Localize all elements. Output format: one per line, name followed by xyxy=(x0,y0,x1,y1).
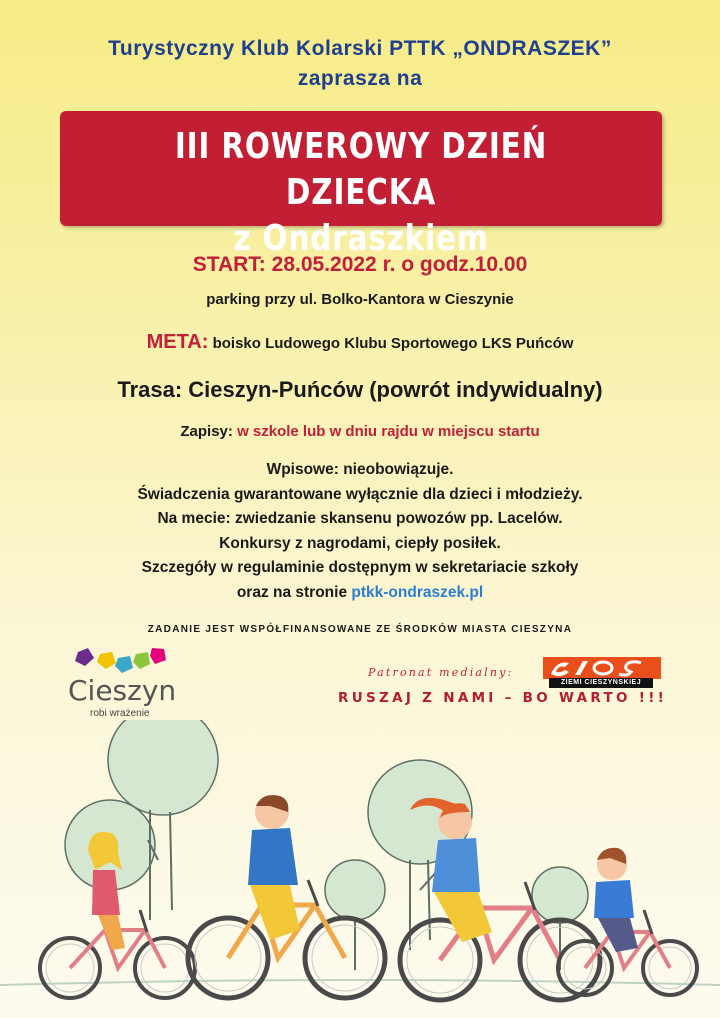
funding-note: ZADANIE JEST WSPÓŁFINANSOWANE ZE ŚRODKÓW MIASTA CIESZYNA xyxy=(147,624,573,635)
finish-info xyxy=(0,331,720,354)
logo-shape-green xyxy=(133,652,150,669)
finish-location: boisko Ludowego Klubu Sportowego LKS Puńców xyxy=(212,335,574,352)
logo-shape-yellow xyxy=(97,652,116,669)
logo-shape-blue xyxy=(115,656,133,673)
logo-shape-pink xyxy=(150,648,166,664)
details-line-finish: Na mecie: zwiedzanie skansenu powozów pp. Lacelów. xyxy=(157,510,563,527)
city-logo-name: Cieszyn xyxy=(68,674,177,707)
club-header xyxy=(0,34,720,94)
slogan: RUSZAJ Z NAMI – BO WARTO !!! xyxy=(338,690,668,706)
registration-text: w szkole lub w dniu rajdu w miejscu startu xyxy=(237,423,540,440)
trees xyxy=(65,720,588,923)
club-name: Turystyczny Klub Kolarski PTTK „ONDRASZEK” xyxy=(108,37,612,60)
registration-info xyxy=(0,423,720,440)
website-prefix: oraz na stronie xyxy=(236,583,348,601)
details-line-rules: Szczegóły w regulaminie dostępnym w sekretariacie szkoły xyxy=(141,559,579,576)
details-line-benefits: Świadczenia gwarantowane wyłącznie dla dzieci i młodzieży. xyxy=(137,485,583,503)
details-line-website xyxy=(0,581,720,606)
details-line-contests: Konkursy z nagrodami, ciepły posiłek. xyxy=(219,534,501,552)
media-patronage-label: Patronat medialny: xyxy=(368,666,514,679)
city-logo-tagline: robi wrażenie xyxy=(90,708,150,719)
cyclist-boy-small xyxy=(558,848,697,995)
start-info: START: 28.05.2022 r. o godz.10.00 xyxy=(192,253,528,276)
event-details xyxy=(0,458,720,605)
start-location: parking przy ul. Bolko-Kantora w Cieszynie xyxy=(206,291,514,308)
children-cycling-illustration-icon xyxy=(0,720,720,1018)
route-info: Trasa: Cieszyn-Puńców (powrót indywidualny) xyxy=(117,377,603,402)
logo-shape-purple xyxy=(75,648,94,666)
invite-text: zaprasza na xyxy=(297,67,423,90)
event-title-line1: III ROWEROWY DZIEŃ DZIECKA xyxy=(174,126,548,213)
website-link[interactable]: ptkk-ondraszek.pl xyxy=(351,583,484,601)
event-title-banner xyxy=(60,111,662,259)
details-line-fee: Wpisowe: nieobowiązuje. xyxy=(266,461,454,478)
registration-label: Zapisy: xyxy=(180,423,233,440)
finish-label: META: xyxy=(146,331,209,353)
event-title-line2: z Ondraszkiem xyxy=(233,218,489,259)
newspaper-subtitle: ZIEMI CIESZYŃSKIEJ xyxy=(549,678,653,688)
